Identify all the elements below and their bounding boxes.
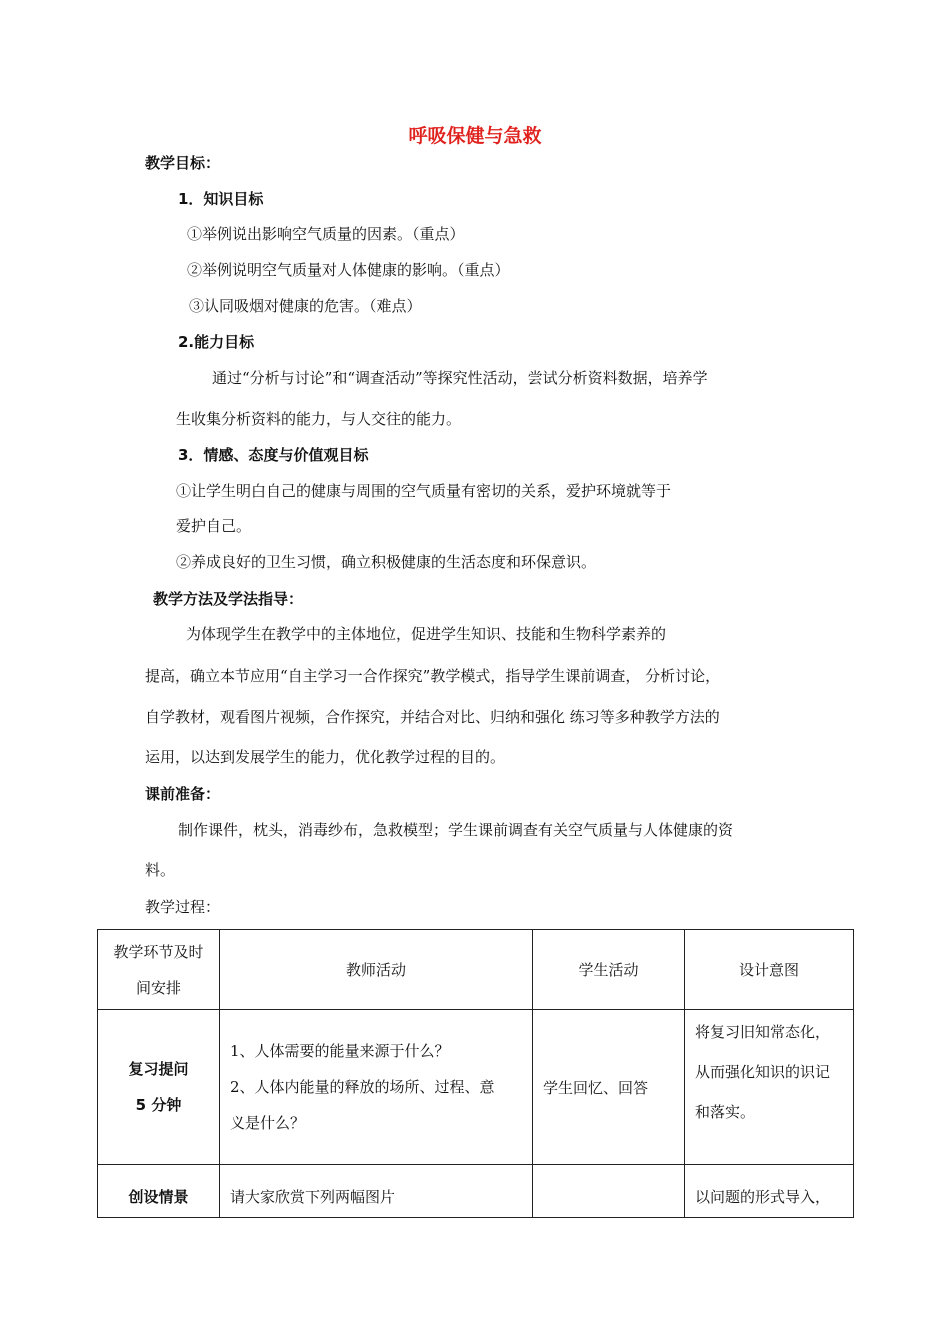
preparation-heading: 课前准备： — [145, 785, 221, 803]
teacher-activity-cell: 请大家欣赏下列两幅图片 — [220, 1165, 533, 1218]
stage-duration: 5 分钟 — [135, 1096, 182, 1114]
methods-text-line: 自学教材，观看图片视频，合作探究，并结合对比、归纳和强化 练习等多种教学方法的 — [145, 708, 720, 726]
teacher-activity-line: 1、人体需要的能量来源于什么？ — [230, 1042, 450, 1060]
emotion-text-line: 爱护自己。 — [176, 517, 252, 535]
teaching-process-table — [97, 929, 854, 1218]
header-stage-line: 教学环节及时 — [113, 942, 204, 961]
header-design: 设计意图 — [685, 930, 854, 1010]
emotion-heading: 3．情感、态度与价值观目标 — [178, 446, 369, 464]
design-intent-line: 和落实。 — [695, 1103, 756, 1121]
table-row — [98, 1010, 854, 1165]
stage-cell — [98, 1010, 220, 1165]
student-activity-cell — [533, 1165, 685, 1218]
document-title: 呼吸保健与急救 — [408, 125, 542, 147]
design-intent-line: 从而强化知识的识记 — [695, 1063, 831, 1081]
methods-heading: 教学方法及学法指导： — [153, 590, 304, 608]
preparation-text-line: 料。 — [145, 861, 176, 879]
design-intent-cell — [685, 1010, 854, 1165]
ability-text-line: 生收集分析资料的能力，与人交往的能力。 — [176, 410, 462, 428]
knowledge-item: ②举例说明空气质量对人体健康的影响。（重点） — [187, 261, 510, 279]
ability-text-line: 通过“分析与讨论”和“调查活动”等探究性活动，尝试分析资料数据，培养学 — [212, 369, 708, 387]
stage-label: 创设情景 — [98, 1165, 220, 1218]
methods-text-line: 为体现学生在教学中的主体地位，促进学生知识、技能和生物科学素养的 — [186, 625, 667, 643]
methods-text-line: 运用，以达到发展学生的能力，优化教学过程的目的。 — [145, 748, 506, 766]
stage-label: 复习提问 — [128, 1060, 189, 1078]
knowledge-item: ③认同吸烟对健康的危害。（难点） — [189, 297, 422, 315]
methods-text-line: 提高，确立本节应用“自主学习一合作探究”教学模式，指导学生课前调查， 分析讨论， — [145, 667, 721, 685]
preparation-text-line: 制作课件，枕头，消毒纱布，急救模型；学生课前调查有关空气质量与人体健康的资 — [178, 821, 734, 839]
header-teacher: 教师活动 — [220, 930, 533, 1010]
emotion-text-line: ②养成良好的卫生习惯，确立积极健康的生活态度和环保意识。 — [176, 553, 597, 571]
design-intent-line: 将复习旧知常态化， — [695, 1023, 831, 1041]
teacher-activity-cell — [220, 1010, 533, 1165]
header-student: 学生活动 — [533, 930, 685, 1010]
knowledge-item: ①举例说出影响空气质量的因素。（重点） — [187, 225, 465, 243]
knowledge-heading: 1．知识目标 — [178, 190, 264, 208]
header-stage — [98, 930, 220, 1010]
objectives-heading: 教学目标： — [145, 154, 221, 172]
ability-heading: 2.能力目标 — [178, 333, 255, 351]
student-activity-cell: 学生回忆、回答 — [533, 1010, 685, 1165]
teacher-activity-line: 2、人体内能量的释放的场所、过程、意 — [230, 1078, 495, 1096]
teacher-activity-line: 义是什么？ — [230, 1114, 306, 1132]
process-heading: 教学过程： — [145, 898, 221, 916]
table-header-row — [98, 930, 854, 1010]
header-stage-line: 间安排 — [135, 978, 181, 997]
emotion-text-line: ①让学生明白自己的健康与周围的空气质量有密切的关系，爱护环境就等于 — [176, 482, 672, 500]
design-intent-cell: 以问题的形式导入， — [685, 1165, 854, 1218]
table-row — [98, 1165, 854, 1218]
